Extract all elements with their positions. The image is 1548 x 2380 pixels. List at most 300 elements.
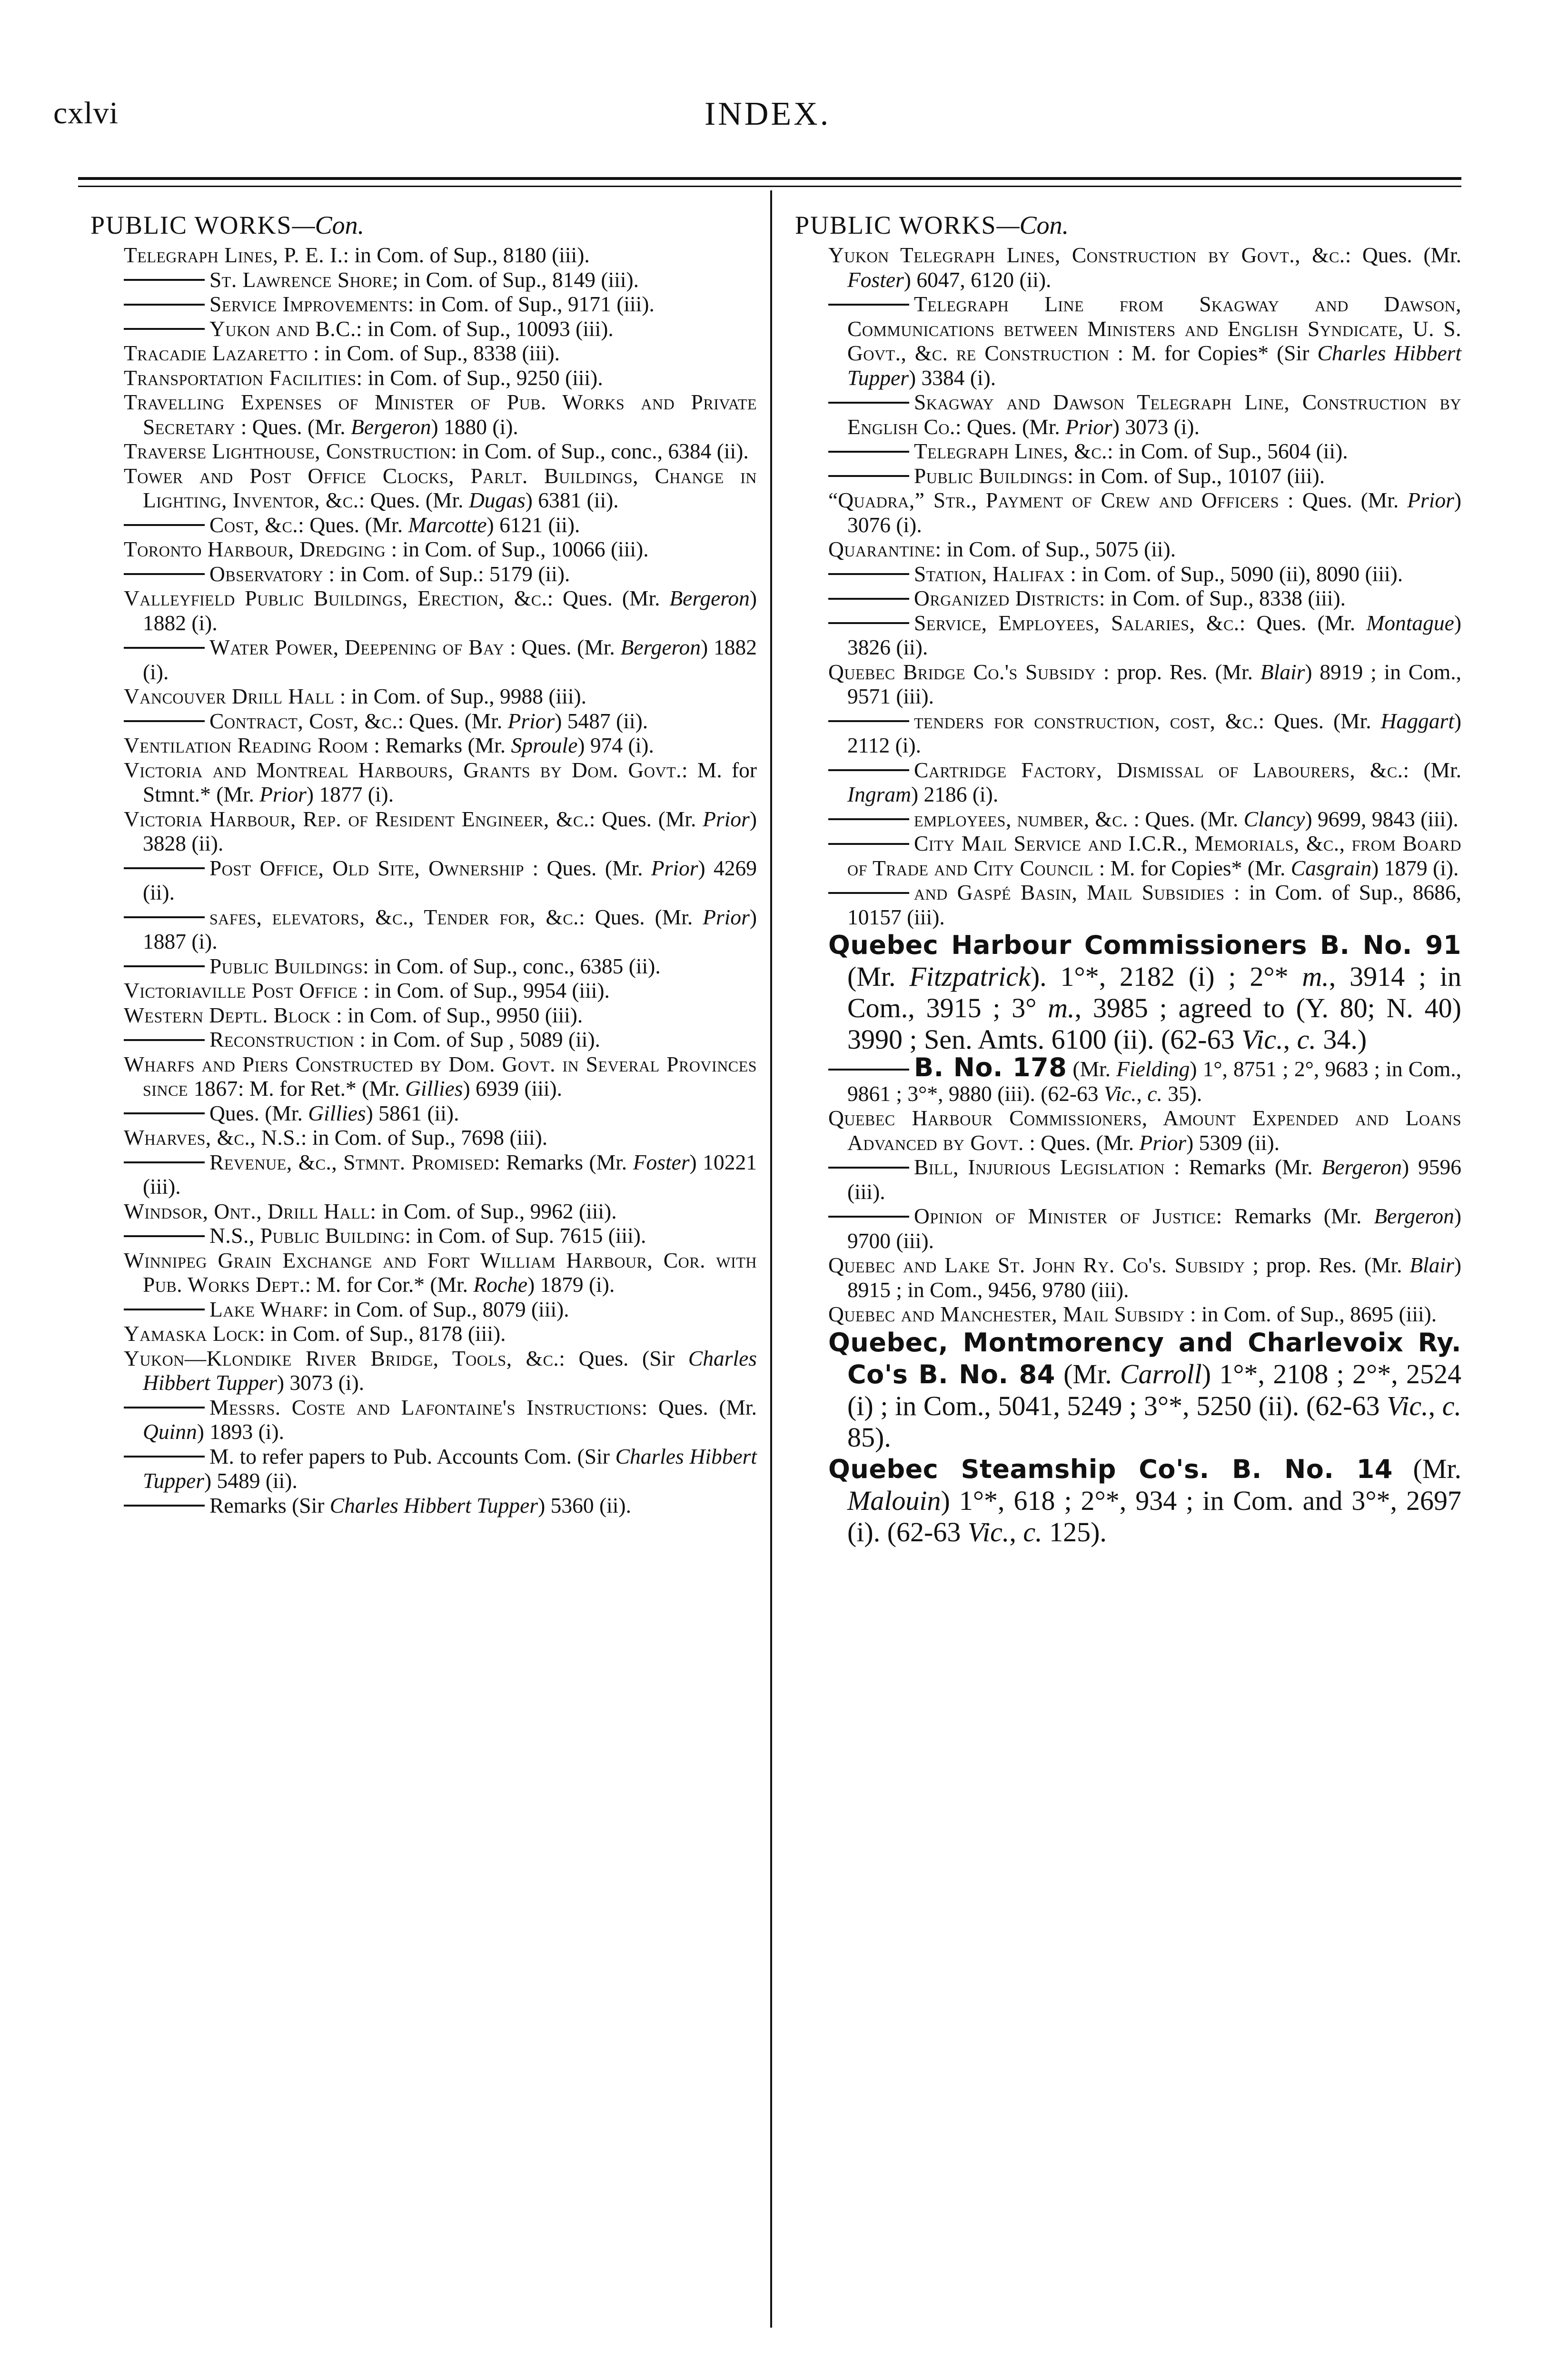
entry-text: Cost, &c. bbox=[209, 512, 298, 537]
entry-text: Post Office, Old Site, Ownership bbox=[209, 855, 525, 880]
index-entry bbox=[71, 268, 757, 292]
index-entry bbox=[71, 1125, 757, 1150]
ditto-dash bbox=[124, 1407, 205, 1408]
index-entry bbox=[71, 733, 757, 758]
entry-text: Yukon—Klondike River Bridge, Tools, &c. bbox=[124, 1346, 559, 1370]
entry-text: : Ques. (Mr. bbox=[1023, 1130, 1140, 1155]
entry-text: ) 5309 (ii). bbox=[1186, 1130, 1280, 1155]
ditto-dash bbox=[828, 622, 909, 624]
index-entry bbox=[776, 586, 1461, 611]
entry-text: : Remarks (Mr. bbox=[1216, 1204, 1374, 1228]
entry-text: : Ques. (Mr. bbox=[524, 855, 651, 880]
entry-text: ) 3384 (i). bbox=[908, 365, 996, 390]
entry-text: (Mr. bbox=[847, 961, 910, 992]
entry-text: Vic. bbox=[967, 1516, 1010, 1547]
index-entry bbox=[71, 1248, 757, 1297]
entry-text: : in Com. of Sup. 7615 (iii). bbox=[405, 1223, 646, 1248]
index-entry bbox=[776, 390, 1461, 439]
entry-text: ) 1879 (i). bbox=[1371, 855, 1459, 880]
entry-text: ) 1°, 8751 ; 2°, 9683 ; in Com., 9861 ; 3°*, 9880 (iii). (62-63 bbox=[847, 1057, 1461, 1106]
entry-text: : in Com. of Sup., 8338 (iii). bbox=[1099, 586, 1346, 610]
index-entry bbox=[71, 292, 757, 317]
entry-text: Victoriaville Post Office bbox=[124, 978, 358, 1002]
entry-text: Telegraph Line from Skagway and Dawson, Communications between Ministers and English Syndicate, U. S. Govt., &c. re Construction bbox=[847, 292, 1461, 365]
entry-text: : Remarks (Mr. bbox=[368, 733, 511, 757]
entry-text: Quinn bbox=[143, 1419, 197, 1444]
entry-text: : M. for Cor.* (Mr. bbox=[305, 1272, 474, 1297]
index-entry bbox=[776, 1155, 1461, 1204]
entry-text: : Ques. (Mr. bbox=[579, 904, 703, 929]
entry-text: Remarks (Sir bbox=[209, 1493, 330, 1517]
entry-text: Cartridge Factory, Dismissal of Labourers, &c. bbox=[914, 757, 1403, 782]
entry-text: ) 1887 (i). bbox=[143, 904, 757, 953]
header-rule-thin bbox=[78, 186, 1461, 187]
entry-text: ) 9596 (iii). bbox=[847, 1155, 1462, 1204]
left-column bbox=[71, 209, 757, 1517]
ditto-dash bbox=[124, 1309, 205, 1310]
entry-text: Victoria Harbour, Rep. of Resident Engineer, &c. bbox=[124, 806, 589, 831]
entry-text: : in Com. of Sup., 5604 (ii). bbox=[1107, 439, 1348, 463]
entry-text: N.S., Public Building bbox=[209, 1223, 405, 1248]
entry-text: Ventilation Reading Room bbox=[124, 733, 369, 757]
ditto-dash bbox=[828, 1167, 909, 1169]
entry-text: Fitzpatrick bbox=[909, 961, 1031, 992]
entry-text: Public Buildings bbox=[914, 463, 1068, 488]
ditto-dash bbox=[124, 328, 205, 330]
page-header bbox=[0, 95, 1548, 152]
left-entries bbox=[71, 243, 757, 1517]
index-entry bbox=[776, 758, 1461, 807]
entry-text: ) 6939 (iii). bbox=[463, 1076, 563, 1101]
index-entry bbox=[776, 1106, 1461, 1155]
entry-text: Montague bbox=[1366, 610, 1454, 635]
index-entry bbox=[71, 390, 757, 439]
ditto-dash bbox=[124, 720, 205, 722]
entry-text: Quebec, Montmorency and Charlevoix Ry. Co's B. No. 84 bbox=[828, 1327, 1461, 1389]
index-entry bbox=[71, 905, 757, 954]
index-entry bbox=[71, 464, 757, 513]
entry-text: ) 3826 (ii). bbox=[847, 610, 1462, 659]
entry-text: Messrs. Coste and Lafontaine's Instructions bbox=[209, 1395, 642, 1419]
entry-text: : Ques. (Mr. bbox=[235, 414, 351, 439]
entry-text: 125). bbox=[1042, 1516, 1107, 1547]
index-entry bbox=[71, 635, 757, 684]
entry-text: St. Lawrence Shore bbox=[209, 267, 392, 292]
entry-text: ) 1880 (i). bbox=[431, 414, 518, 439]
entry-text: Quebec Harbour Commissioners, Amount Expended and Loans Advanced by Govt. bbox=[828, 1106, 1461, 1155]
entry-text: : M. for Copies* (Mr. bbox=[1093, 855, 1291, 880]
index-entry bbox=[71, 1003, 757, 1028]
entry-text: , 3985 ; agreed to (Y. 80; N. 40) 3990 ; Sen. Amts. 6100 (ii). (62-63 bbox=[847, 992, 1461, 1055]
entry-text: Dugas bbox=[468, 488, 526, 512]
index-entry bbox=[71, 586, 757, 635]
index-entry bbox=[776, 464, 1461, 488]
entry-text: ) 1879 (i). bbox=[527, 1272, 615, 1297]
entry-text: , 3914 ; in Com., 3915 ; 3° bbox=[847, 961, 1462, 1023]
entry-text: Prior bbox=[507, 708, 555, 733]
entry-text: Telegraph Lines, P. E. I. bbox=[124, 243, 343, 267]
header-rule-thick bbox=[78, 177, 1461, 180]
entry-text: Yamaska Lock bbox=[124, 1321, 259, 1346]
entry-text: : in Com. of Sup., 8178 (iii). bbox=[259, 1321, 506, 1346]
ditto-dash bbox=[828, 475, 909, 477]
entry-text: ) 5487 (ii). bbox=[555, 708, 648, 733]
ditto-dash bbox=[124, 304, 205, 306]
entry-text: Prior bbox=[703, 806, 750, 831]
entry-text: Bergeron bbox=[1374, 1204, 1454, 1228]
left-heading-suffix: —Con. bbox=[292, 211, 365, 239]
index-entry bbox=[71, 856, 757, 905]
ditto-dash bbox=[124, 573, 205, 575]
entry-text: ) 3073 (i). bbox=[1112, 414, 1200, 439]
entry-text: ) 5489 (ii). bbox=[204, 1468, 298, 1493]
right-column bbox=[776, 209, 1461, 1548]
entry-text: : M. for Copies* (Sir bbox=[1109, 341, 1318, 365]
page-title: INDEX. bbox=[705, 96, 831, 132]
entry-text: Prior bbox=[651, 855, 698, 880]
entry-text: ) 1882 (i). bbox=[143, 635, 757, 684]
entry-text: Bergeron bbox=[1321, 1155, 1402, 1179]
entry-text: Quarantine bbox=[828, 537, 935, 561]
entry-text: m. bbox=[1048, 992, 1075, 1023]
entry-text: : in Com. of Sup., 5075 (ii). bbox=[935, 537, 1176, 561]
ditto-dash bbox=[828, 720, 909, 722]
entry-text: Haggart bbox=[1380, 708, 1454, 733]
entry-text: Victoria and Montreal Harbours, Grants by Dom. Govt. bbox=[124, 757, 682, 782]
entry-text: , bbox=[1136, 1081, 1148, 1106]
entry-text: Service, Employees, Salaries, &c. bbox=[914, 610, 1240, 635]
entry-text: : Ques. (Mr. bbox=[547, 586, 670, 610]
index-entry bbox=[776, 1327, 1461, 1453]
entry-text: : in Com. of Sup., 7698 (iii). bbox=[300, 1125, 548, 1150]
entry-text: : Ques. (Mr. bbox=[1258, 708, 1381, 733]
entry-text: : Ques. (Mr. bbox=[1128, 806, 1244, 831]
entry-text: Service Improvements bbox=[209, 292, 408, 316]
entry-text: , bbox=[1428, 1390, 1442, 1421]
ditto-dash bbox=[124, 647, 205, 649]
entry-text: (Mr. bbox=[1392, 1453, 1462, 1484]
ditto-dash bbox=[828, 843, 909, 845]
entry-text: M. to refer papers to Pub. Accounts Com. (Sir bbox=[209, 1444, 615, 1468]
index-entry bbox=[776, 562, 1461, 586]
entry-text: Charles Hibbert Tupper bbox=[143, 1444, 757, 1493]
entry-text: Bergeron bbox=[620, 635, 701, 659]
index-entry bbox=[71, 978, 757, 1003]
entry-text: ) 6381 (ii). bbox=[525, 488, 619, 512]
entry-text: : Ques. (Mr. bbox=[1279, 488, 1408, 512]
ditto-dash bbox=[124, 524, 205, 526]
entry-text: Reconstruction bbox=[209, 1027, 355, 1051]
right-heading-suffix: —Con. bbox=[996, 211, 1069, 239]
entry-text: City Mail Service and I.C.R., Memorials, &c., from Board of Trade and City Council bbox=[847, 831, 1461, 880]
index-entry bbox=[776, 1052, 1461, 1106]
entry-text: ) 3073 (i). bbox=[277, 1370, 365, 1395]
entry-text: Prior bbox=[703, 904, 750, 929]
entry-text: : in Com. of Sup., 10107 (iii). bbox=[1067, 463, 1325, 488]
entry-text: ) 6047, 6120 (ii). bbox=[903, 267, 1052, 292]
entry-text: : in Com. of Sup., 8695 (iii). bbox=[1184, 1302, 1437, 1326]
entry-text: Transportation Facilities bbox=[124, 365, 357, 390]
entry-text: Yukon and B.C. bbox=[209, 316, 356, 341]
index-entry bbox=[71, 1346, 757, 1395]
entry-text: Vancouver Drill Hall bbox=[124, 684, 335, 708]
entry-text: ) 5360 (ii). bbox=[538, 1493, 631, 1517]
entry-text: : (Mr. bbox=[1403, 757, 1461, 782]
entry-text: Opinion of Minister of Justice bbox=[914, 1204, 1216, 1228]
entry-text: Charles Hibbert Tupper bbox=[329, 1493, 538, 1517]
entry-text: Telegraph Lines, &c. bbox=[914, 439, 1108, 463]
entry-text: Marcotte bbox=[408, 512, 487, 537]
index-entry bbox=[71, 807, 757, 856]
entry-text: Ques. (Mr. bbox=[209, 1101, 308, 1125]
entry-text: Carroll bbox=[1120, 1358, 1202, 1389]
ditto-dash bbox=[828, 818, 909, 820]
left-heading-text: PUBLIC WORKS bbox=[90, 211, 292, 239]
entry-text: Clancy bbox=[1243, 806, 1305, 831]
entry-text: : prop. Res. (Mr. bbox=[1096, 659, 1260, 684]
index-entry bbox=[71, 1297, 757, 1322]
ditto-dash bbox=[828, 598, 909, 600]
index-entry bbox=[776, 488, 1461, 537]
entry-text: ) 9700 (iii). bbox=[847, 1204, 1461, 1253]
ditto-dash bbox=[124, 1505, 205, 1507]
entry-text: Bill, Injurious Legislation bbox=[914, 1155, 1165, 1179]
entry-text: Bergeron bbox=[669, 586, 750, 610]
entry-text: “ bbox=[828, 488, 838, 512]
entry-text: Quebec Bridge Co.'s Subsidy bbox=[828, 659, 1096, 684]
index-entry bbox=[71, 317, 757, 341]
entry-text: Windsor, Ont., Drill Hall bbox=[124, 1199, 370, 1223]
entry-text: Prior bbox=[259, 782, 307, 806]
index-entry bbox=[776, 1253, 1461, 1302]
entry-text: : in Com. of Sup., 9950 (iii). bbox=[330, 1002, 583, 1027]
index-entry bbox=[71, 1052, 757, 1101]
entry-text: c. bbox=[1147, 1081, 1162, 1106]
entry-text: c. bbox=[1023, 1516, 1042, 1547]
entry-text: Wharves, &c., N.S. bbox=[124, 1125, 301, 1150]
index-entry bbox=[71, 1444, 757, 1493]
index-entry bbox=[71, 709, 757, 734]
entry-text: ) 3828 (ii). bbox=[143, 806, 757, 855]
entry-text: Prior bbox=[1065, 414, 1112, 439]
ditto-dash bbox=[124, 916, 205, 918]
entry-text: and Gaspé Basin, Mail Subsidies bbox=[914, 880, 1225, 904]
entry-text: : in Com. of Sup., 9250 (iii). bbox=[356, 365, 603, 390]
entry-text: 34.) bbox=[1316, 1024, 1367, 1055]
right-entries bbox=[776, 243, 1461, 1548]
index-entry bbox=[776, 439, 1461, 464]
entry-text: ; prop. Res. (Mr. bbox=[1245, 1253, 1410, 1277]
entry-text: Skagway and Dawson Telegraph Line, Construction by English Co. bbox=[847, 390, 1461, 439]
ditto-dash bbox=[828, 1069, 909, 1071]
entry-text: : Ques. (Mr. bbox=[955, 414, 1066, 439]
entry-text: ) 1893 (i). bbox=[197, 1419, 284, 1444]
entry-text: ) 8915 ; in Com., 9456, 9780 (iii). bbox=[847, 1253, 1461, 1302]
entry-text: Western Deptl. Block bbox=[124, 1002, 331, 1027]
entry-text: Organized Districts bbox=[914, 586, 1099, 610]
entry-text: Charles Hibbert Tupper bbox=[847, 341, 1461, 390]
index-entry bbox=[71, 1321, 757, 1346]
entry-text: (Mr. bbox=[1067, 1057, 1117, 1081]
entry-text: Bergeron bbox=[351, 414, 431, 439]
entry-text: : Ques. (Mr. bbox=[397, 708, 508, 733]
ditto-dash bbox=[124, 1161, 205, 1163]
entry-text: : M. for Ret.* (Mr. bbox=[238, 1076, 406, 1101]
entry-text: ) 1877 (i). bbox=[306, 782, 394, 806]
entry-text: Winnipeg Grain Exchange and Fort William Harbour, Cor. with Pub. Works Dept. bbox=[124, 1248, 757, 1297]
entry-text: Ingram bbox=[847, 782, 911, 806]
entry-text: : in Com. of Sup., 9988 (iii). bbox=[334, 684, 586, 708]
ditto-dash bbox=[828, 1216, 909, 1218]
index-entry bbox=[776, 1204, 1461, 1253]
entry-text: employees, number, &c. bbox=[914, 806, 1128, 831]
entry-text: c. bbox=[1442, 1390, 1461, 1421]
page-number: cxlvi bbox=[53, 96, 119, 130]
index-entry bbox=[71, 684, 757, 709]
ditto-dash bbox=[124, 1456, 205, 1458]
entry-text: : Ques. (Mr. bbox=[1345, 243, 1461, 267]
entry-text: ) 5861 (ii). bbox=[366, 1101, 459, 1125]
entry-text: Vic. bbox=[1241, 1024, 1283, 1055]
entry-text: Gillies bbox=[405, 1076, 463, 1101]
entry-text: , bbox=[1283, 1024, 1297, 1055]
ditto-dash bbox=[124, 1039, 205, 1041]
entry-text: : in Com. of Sup., conc., 6384 (ii). bbox=[451, 439, 749, 463]
entry-text: ) 1°*, 2108 ; 2°*, 2524 (i) ; in Com., 5041, 5249 ; 3°*, 5250 (ii). (62-63 bbox=[847, 1358, 1461, 1421]
ditto-dash bbox=[124, 1235, 205, 1237]
entry-text: Vic. bbox=[1103, 1081, 1137, 1106]
ditto-dash bbox=[828, 451, 909, 453]
entry-text: Blair bbox=[1409, 1253, 1454, 1277]
entry-text: Quebec and Manchester, Mail Subsidy bbox=[828, 1302, 1185, 1326]
column-divider bbox=[770, 190, 772, 2328]
entry-text: 85). bbox=[847, 1421, 891, 1453]
entry-text: : in Com. of Sup., 8180 (iii). bbox=[343, 243, 590, 267]
entry-text: tenders for construction, cost, &c. bbox=[914, 708, 1259, 733]
entry-text: B. No. 178 bbox=[914, 1052, 1067, 1082]
entry-text: ) 10221 (iii). bbox=[143, 1150, 757, 1199]
entry-text: ) 8919 ; in Com., 9571 (iii). bbox=[847, 659, 1461, 708]
entry-text: Casgrain bbox=[1290, 855, 1372, 880]
index-entry bbox=[776, 929, 1461, 1055]
entry-text: ) 2186 (i). bbox=[911, 782, 999, 806]
entry-text: 35). bbox=[1162, 1081, 1202, 1106]
left-column-heading bbox=[71, 209, 757, 241]
entry-text: ) 974 (i). bbox=[577, 733, 654, 757]
entry-text: Toronto Harbour, Dredging bbox=[124, 537, 386, 561]
entry-text: Valleyfield Public Buildings, Erection, &c. bbox=[124, 586, 547, 610]
index-entry bbox=[71, 1395, 757, 1444]
entry-text: : Ques. (Mr. bbox=[641, 1395, 757, 1419]
entry-text: : Ques. (Mr. bbox=[358, 488, 469, 512]
entry-text: Yukon Telegraph Lines, Construction by Govt., &c. bbox=[828, 243, 1345, 267]
entry-text: : in Com. of Sup., 10093 (iii). bbox=[356, 316, 614, 341]
entry-text: Prior bbox=[1407, 488, 1454, 512]
index-entry bbox=[71, 562, 757, 586]
entry-text: : Ques. (Mr. bbox=[589, 806, 703, 831]
entry-text: Traverse Lighthouse, Construction bbox=[124, 439, 451, 463]
entry-text: : Remarks (Mr. bbox=[1165, 1155, 1322, 1179]
ditto-dash bbox=[124, 867, 205, 869]
entry-text: Sproule bbox=[511, 733, 578, 757]
entry-text: Gillies bbox=[308, 1101, 366, 1125]
entry-text: Foster bbox=[847, 267, 904, 292]
index-entry bbox=[776, 292, 1461, 390]
entry-text: m. bbox=[1302, 961, 1329, 992]
entry-text: : in Com. of Sup., 8079 (iii). bbox=[322, 1297, 569, 1321]
entry-text: safes, elevators, &c., Tender for, &c. bbox=[209, 904, 579, 929]
index-entry bbox=[776, 243, 1461, 292]
index-entry bbox=[776, 880, 1461, 929]
index-entry bbox=[71, 1027, 757, 1052]
entry-text: Vic. bbox=[1387, 1390, 1429, 1421]
entry-text: : Remarks (Mr. bbox=[494, 1150, 633, 1174]
entry-text: : Ques. (Mr. bbox=[1239, 610, 1367, 635]
index-entry bbox=[71, 513, 757, 537]
entry-text: Charles Hibbert Tupper bbox=[143, 1346, 757, 1395]
entry-text: Tower and Post Office Clocks, Parlt. Buildings, Change in Lighting, Inventor, &c. bbox=[124, 463, 757, 512]
entry-text: : in Com. of Sup , 5089 (ii). bbox=[354, 1027, 600, 1051]
index-entry bbox=[71, 1150, 757, 1199]
entry-text: : Ques. (Sir bbox=[559, 1346, 688, 1370]
entry-text: ; in Com. of Sup., 8149 (iii). bbox=[392, 267, 639, 292]
entry-text: Quebec Harbour Commissioners B. No. 91 bbox=[828, 930, 1461, 960]
ditto-dash bbox=[124, 965, 205, 967]
entry-text: ) 3076 (i). bbox=[847, 488, 1461, 537]
entry-text: : in Com. of Sup., 8338 (iii). bbox=[308, 341, 560, 365]
entry-text: Foster bbox=[633, 1150, 690, 1174]
entry-text: : M. for Stmnt.* (Mr. bbox=[143, 757, 757, 806]
ditto-dash bbox=[124, 279, 205, 281]
index-entry bbox=[71, 243, 757, 268]
index-entry bbox=[776, 660, 1461, 709]
entry-text: Wharfs and Piers Constructed by Dom. Govt. in Several Provinces since 1867 bbox=[124, 1051, 757, 1101]
entry-text: Water Power, Deepening of Bay bbox=[209, 635, 505, 659]
entry-text: : in Com. of Sup., 9954 (iii). bbox=[357, 978, 610, 1002]
ditto-dash bbox=[828, 402, 909, 404]
index-entry bbox=[71, 1199, 757, 1224]
entry-text: Contract, Cost, &c. bbox=[209, 708, 398, 733]
entry-text: Blair bbox=[1260, 659, 1305, 684]
entry-text: ). 1°*, 2182 (i) ; 2°* bbox=[1030, 961, 1302, 992]
entry-text: Malouin bbox=[847, 1485, 941, 1516]
index-entry bbox=[71, 439, 757, 464]
index-entry bbox=[776, 709, 1461, 758]
entry-text: : in Com. of Sup., 8686, 10157 (iii). bbox=[847, 880, 1461, 929]
entry-text: Quebec Steamship Co's. B. No. 14 bbox=[828, 1454, 1393, 1484]
index-entry bbox=[71, 1101, 757, 1126]
index-entry bbox=[71, 758, 757, 807]
entry-text: Revenue, &c., Stmnt. Promised bbox=[209, 1150, 495, 1174]
entry-text: Observatory bbox=[209, 561, 324, 586]
entry-text: ) 1882 (i). bbox=[143, 586, 757, 635]
right-column-heading bbox=[776, 209, 1461, 241]
entry-text: ) 2112 (i). bbox=[847, 708, 1461, 757]
entry-text: Travelling Expenses of Minister of Pub. Works and Private Secretary bbox=[124, 390, 757, 439]
entry-text: ) 4269 (ii). bbox=[143, 855, 757, 904]
index-entry bbox=[71, 1223, 757, 1248]
ditto-dash bbox=[828, 892, 909, 894]
entry-text: (Mr. bbox=[1055, 1358, 1120, 1389]
entry-text: ) 9699, 9843 (iii). bbox=[1305, 806, 1459, 831]
entry-text: Lake Wharf bbox=[209, 1297, 323, 1321]
entry-text: : in Com. of Sup., 9171 (iii). bbox=[407, 292, 655, 316]
entry-text: : in Com. of Sup., 9962 (iii). bbox=[370, 1199, 617, 1223]
ditto-dash bbox=[828, 573, 909, 575]
index-entry bbox=[776, 1453, 1461, 1548]
entry-text: : Ques. (Mr. bbox=[298, 512, 408, 537]
entry-text: Roche bbox=[473, 1272, 528, 1297]
